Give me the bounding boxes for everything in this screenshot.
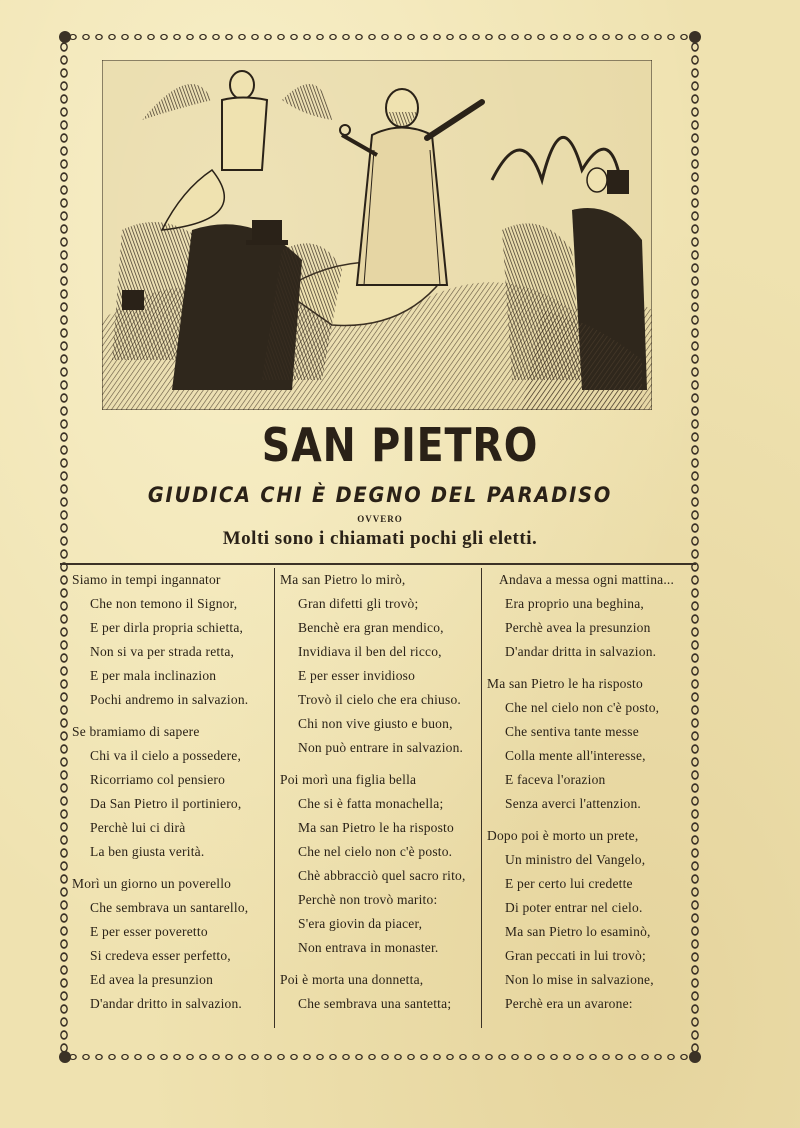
- verse-line: Senza averci l'attenzion.: [505, 796, 641, 811]
- verse-line: Colla mente all'interesse,: [505, 748, 646, 763]
- verse-line: Che sembrava un santarello,: [90, 900, 249, 915]
- verse-column-1: [72, 568, 248, 1016]
- border-corner-ornament: [689, 1051, 701, 1063]
- verse-line: Un ministro del Vangelo,: [505, 852, 646, 867]
- border-corner-ornament: [59, 31, 71, 43]
- verse-line: Che sentiva tante messe: [505, 724, 639, 739]
- verse-line: E per dirla propria schietta,: [90, 620, 244, 635]
- verse-line: Che sembrava una santetta;: [298, 996, 452, 1011]
- verse-line: D'andar dritta in salvazion.: [505, 644, 657, 659]
- verse-line: Che non temono il Signor,: [90, 596, 238, 611]
- verse-line: Di poter entrar nel cielo.: [505, 900, 643, 915]
- verse-line: Siamo in tempi ingannator: [72, 572, 221, 587]
- border-corner-ornament: [59, 1051, 71, 1063]
- verse-line: Perchè non trovò marito:: [298, 892, 438, 907]
- verse-line: Ed avea la presunzion: [90, 972, 214, 987]
- verse-line: Gran difetti gli trovò;: [298, 596, 419, 611]
- verse-line: Ma san Pietro le ha risposto: [298, 820, 454, 835]
- verse-column-2: [280, 568, 466, 1016]
- verse-line: Che nel cielo non c'è posto,: [505, 700, 660, 715]
- verse-line: Perchè era un avarone:: [505, 996, 633, 1011]
- verse-line: Poi morì una figlia bella: [280, 772, 417, 787]
- verse-line: Dopo poi è morto un prete,: [487, 828, 639, 843]
- page-tagline: Molti sono i chiamati pochi gli eletti.: [222, 528, 538, 549]
- verse-line: Chè abbracciò quel sacro rito,: [298, 868, 466, 883]
- verse-line: Da San Pietro il portiniero,: [90, 796, 242, 811]
- verse-line: Che nel cielo non c'è posto.: [298, 844, 453, 859]
- verse-line: Non può entrare in salvazion.: [298, 740, 464, 755]
- verse-line: Non si va per strada retta,: [90, 644, 235, 659]
- verse-line: Andava a messa ogni mattina...: [499, 572, 675, 587]
- header-rule: [60, 563, 696, 565]
- verse-line: Perchè avea la presunzion: [505, 620, 651, 635]
- verse-line: Ricorriamo col pensiero: [90, 772, 226, 787]
- verse-line: E per certo lui credette: [505, 876, 633, 891]
- verse-line: Poi è morta una donnetta,: [280, 972, 424, 987]
- verse-line: Non lo mise in salvazione,: [505, 972, 654, 987]
- verse-line: Morì un giorno un poverello: [72, 876, 232, 891]
- verse-line: E per mala inclinazion: [90, 668, 217, 683]
- verse-line: Pochi andremo in salvazion.: [90, 692, 249, 707]
- verse-line: Ma san Pietro le ha risposto: [487, 676, 643, 691]
- page-subtitle: GIUDICA CHI È DEGNO DEL PARADISO: [147, 483, 613, 507]
- verse-line: Trovò il cielo che era chiuso.: [298, 692, 461, 707]
- verse-line: Non entrava in monaster.: [298, 940, 439, 955]
- column-divider: [274, 568, 275, 1028]
- chain-border-top: [66, 30, 692, 44]
- verse-line: D'andar dritto in salvazion.: [90, 996, 242, 1011]
- verse-line: Benchè era gran mendico,: [298, 620, 444, 635]
- connector-word: OVVERO: [357, 514, 403, 524]
- border-corner-ornament: [689, 31, 701, 43]
- verse-line: E per esser poveretto: [90, 924, 208, 939]
- verse-line: Gran peccati in lui trovò;: [505, 948, 646, 963]
- verse-line: Invidiava il ben del ricco,: [298, 644, 442, 659]
- column-divider: [481, 568, 482, 1028]
- verse-line: Se bramiamo di sapere: [72, 724, 200, 739]
- verse-line: E per esser invidioso: [298, 668, 416, 683]
- verse-line: Ma san Pietro lo esaminò,: [505, 924, 651, 939]
- verse-line: Ma san Pietro lo mirò,: [280, 572, 406, 587]
- page-title: SAN PIETRO: [261, 418, 539, 472]
- verse-column-3: [487, 568, 674, 1016]
- verse-line: E faceva l'orazion: [505, 772, 606, 787]
- verse-line: La ben giusta verità.: [90, 844, 205, 859]
- woodcut-illustration: [102, 60, 652, 410]
- verse-line: Perchè lui ci dirà: [90, 820, 186, 835]
- chain-border-bottom: [66, 1050, 692, 1064]
- verse-line: S'era giovin da piacer,: [298, 916, 423, 931]
- verse-line: Si credeva esser perfetto,: [90, 948, 231, 963]
- verse-line: Chi non vive giusto e buon,: [298, 716, 453, 731]
- verse-line: Era proprio una beghina,: [505, 596, 645, 611]
- verse-line: Chi va il cielo a possedere,: [90, 748, 242, 763]
- verse-line: Che si è fatta monachella;: [298, 796, 444, 811]
